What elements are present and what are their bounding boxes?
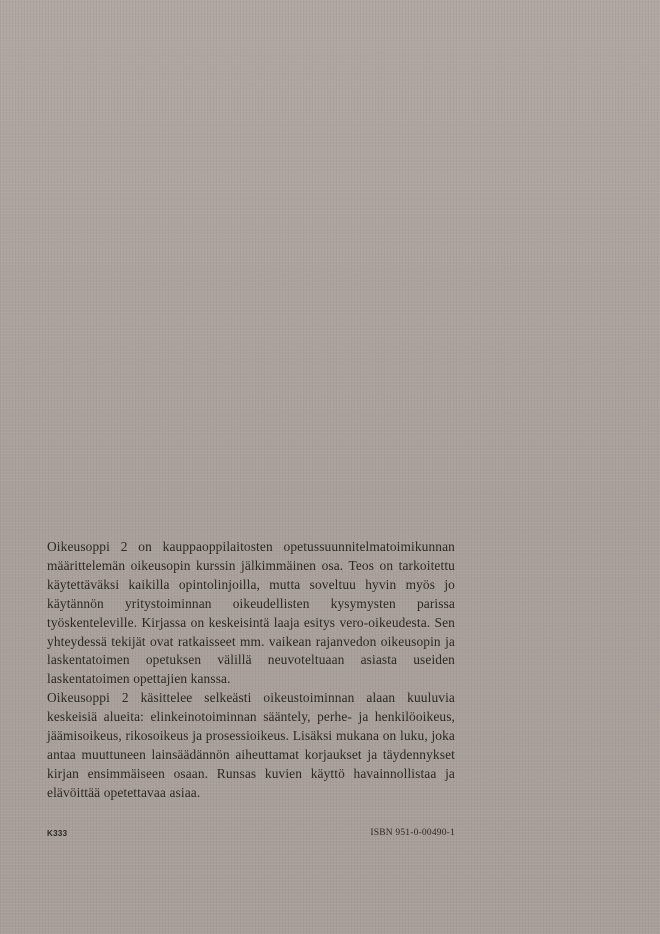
blurb-paragraph-2: Oikeusoppi 2 käsittelee selkeästi oikeustoiminnan alaan kuuluvia keskeisiä alueita: elinkeinotoiminnan sääntely, perhe- ja henkilöoikeus, jäämisoikeus, rikosoikeus ja prosessioikeus. Lisäksi mukana on luku, joka antaa muuttuneen lainsäädännön aiheuttamat korjaukset ja täydennykset kirjan ensimmäiseen osaan. Runsas kuvien käyttö havainnollistaa ja elävöittää opetettavaa asiaa.: [47, 690, 455, 800]
product-code: K333: [47, 829, 68, 838]
blurb-paragraph-1: Oikeusoppi 2 on kauppaoppilaitosten opetussuunnitelmatoimikunnan määrittelemän oikeusopin kurssin jälkimmäinen osa. Teos on tarkoitettu käytettäväksi kaikilla opintolinjoilla, mutta soveltuu hyvin myös jo käytännön yritystoiminnan oikeudellisten kysymysten parissa työskenteleville. Kirjassa on keskeisintä laaja esitys vero-oikeudesta. Sen yhteydessä tekijät ovat ratkaisseet mm. vaikean rajanvedon oikeusopin ja laskentatoimen opetuksen välillä neuvoteltuaan asiasta useiden laskentatoimen opettajien kanssa.: [47, 539, 455, 687]
back-cover-blurb: [47, 538, 455, 803]
isbn-number: ISBN 951-0-00490-1: [370, 828, 455, 838]
